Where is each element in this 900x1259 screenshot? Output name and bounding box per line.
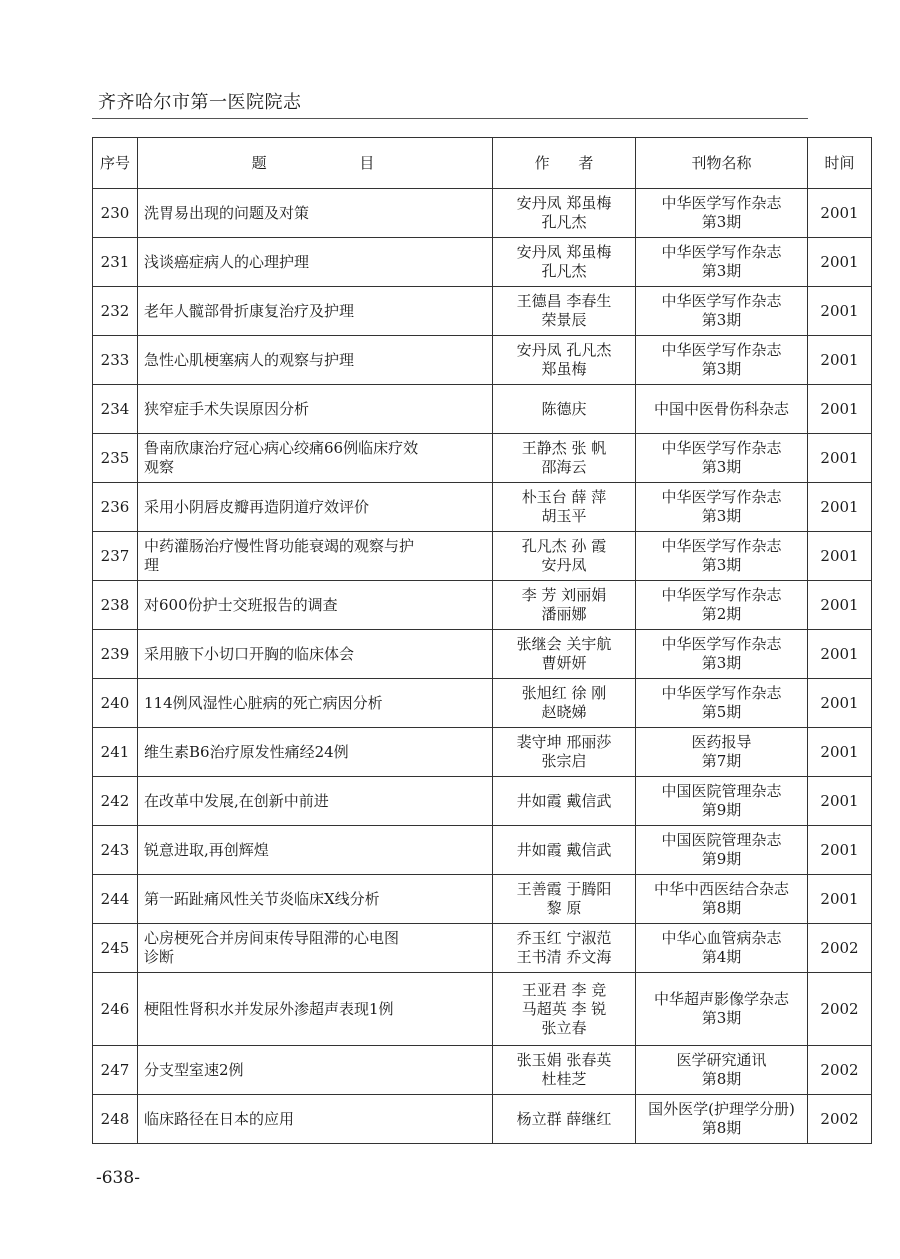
cell-title	[138, 336, 493, 385]
title-line: 第一跖趾痛风性关节炎临床X线分析	[144, 889, 380, 908]
cell-year: 2001	[808, 777, 872, 826]
title-line: 采用腋下小切口开胸的临床体会	[144, 644, 355, 663]
journal-line: 中国医院管理杂志	[661, 782, 782, 800]
author-line: 孔凡杰	[541, 213, 587, 231]
column-header-title: 题 目	[138, 138, 493, 189]
cell-authors	[493, 630, 636, 679]
title-line: 梗阻性肾积水并发尿外渗超声表现1例	[144, 999, 394, 1018]
cell-title	[138, 728, 493, 777]
journal-line: 第7期	[701, 752, 742, 770]
journal-line: 第4期	[701, 948, 742, 966]
cell-journal	[636, 336, 808, 385]
author-line: 郑虽梅	[541, 360, 587, 378]
journal-line: 中国中医骨伤科杂志	[653, 399, 789, 418]
author-line: 马超英 李 锐	[521, 999, 607, 1018]
column-header-authors: 作 者	[493, 138, 636, 189]
author-line: 赵晓娣	[541, 703, 587, 721]
cell-no: 235	[93, 434, 138, 483]
journal-line: 第3期	[701, 654, 742, 672]
table-row	[93, 336, 872, 385]
author-line: 王静杰 张 帆	[521, 439, 607, 457]
table-row	[93, 679, 872, 728]
cell-authors	[493, 483, 636, 532]
cell-title	[138, 826, 493, 875]
author-line: 王善霞 于腾阳	[516, 880, 612, 898]
cell-journal	[636, 924, 808, 973]
cell-no: 248	[93, 1095, 138, 1144]
title-line: 狭窄症手术失误原因分析	[144, 399, 310, 418]
page-number: -638-	[96, 1168, 140, 1188]
journal-line: 第8期	[701, 1070, 742, 1088]
cell-title	[138, 581, 493, 630]
title-line: 理	[144, 556, 160, 574]
cell-authors	[493, 679, 636, 728]
cell-no: 244	[93, 875, 138, 924]
cell-year: 2001	[808, 336, 872, 385]
cell-no: 246	[93, 973, 138, 1046]
cell-no: 238	[93, 581, 138, 630]
cell-year: 2001	[808, 189, 872, 238]
journal-line: 第3期	[701, 1009, 742, 1027]
title-line: 分支型室速2例	[144, 1060, 244, 1079]
journal-line: 第3期	[701, 311, 742, 329]
journal-line: 中华医学写作杂志	[661, 635, 782, 653]
journal-line: 第9期	[701, 850, 742, 868]
author-line: 王亚君 李 竞	[521, 980, 607, 999]
author-line: 张宗启	[541, 752, 587, 770]
cell-year: 2001	[808, 826, 872, 875]
journal-line: 第3期	[701, 556, 742, 574]
table-row	[93, 483, 872, 532]
cell-year: 2002	[808, 1095, 872, 1144]
journal-line: 医药报导	[691, 733, 752, 751]
cell-authors	[493, 973, 636, 1046]
cell-no: 232	[93, 287, 138, 336]
journal-line: 第3期	[701, 262, 742, 280]
cell-journal	[636, 434, 808, 483]
cell-year: 2001	[808, 532, 872, 581]
cell-authors	[493, 826, 636, 875]
table-row	[93, 532, 872, 581]
cell-authors	[493, 1095, 636, 1144]
journal-line: 国外医学(护理学分册)	[648, 1100, 795, 1118]
cell-no: 245	[93, 924, 138, 973]
cell-no: 243	[93, 826, 138, 875]
cell-year: 2002	[808, 924, 872, 973]
title-line: 114例风湿性心脏病的死亡病因分析	[144, 693, 383, 712]
journal-line: 第3期	[701, 507, 742, 525]
author-line: 安丹凤 孔凡杰	[516, 341, 612, 359]
cell-year: 2002	[808, 973, 872, 1046]
title-line: 中药灌肠治疗慢性肾功能衰竭的观察与护	[144, 537, 415, 555]
author-line: 张继会 关宇航	[516, 635, 612, 653]
table-body	[93, 189, 872, 1144]
author-line: 张旭红 徐 刚	[521, 684, 607, 702]
title-line: 临床路径在日本的应用	[144, 1109, 295, 1128]
cell-journal	[636, 728, 808, 777]
cell-year: 2001	[808, 483, 872, 532]
author-line: 孔凡杰	[541, 262, 587, 280]
journal-line: 第3期	[701, 458, 742, 476]
column-header-no: 序号	[93, 138, 138, 189]
cell-no: 242	[93, 777, 138, 826]
column-header-journal: 刊物名称	[636, 138, 808, 189]
cell-no: 239	[93, 630, 138, 679]
journal-line: 中华医学写作杂志	[661, 439, 782, 457]
title-line: 浅谈癌症病人的心理护理	[144, 252, 310, 271]
journal-line: 第3期	[701, 213, 742, 231]
cell-year: 2001	[808, 679, 872, 728]
author-line: 李 芳 刘丽娟	[521, 586, 607, 604]
book-header-title: 齐齐哈尔市第一医院院志	[98, 92, 302, 113]
table-row	[93, 189, 872, 238]
cell-year: 2001	[808, 287, 872, 336]
table-row	[93, 924, 872, 973]
journal-line: 中华医学写作杂志	[661, 243, 782, 261]
cell-no: 237	[93, 532, 138, 581]
title-line: 鲁南欣康治疗冠心病心绞痛66例临床疗效	[144, 439, 419, 457]
table-row	[93, 630, 872, 679]
table-header-row	[93, 138, 872, 189]
author-line: 安丹凤 郑虽梅	[516, 243, 612, 261]
cell-authors	[493, 875, 636, 924]
table-row	[93, 973, 872, 1046]
cell-journal	[636, 189, 808, 238]
journal-line: 第2期	[701, 605, 742, 623]
journal-line: 中华超声影像学杂志	[653, 990, 789, 1008]
cell-no: 230	[93, 189, 138, 238]
title-line: 维生素B6治疗原发性痛经24例	[144, 742, 349, 761]
cell-journal	[636, 679, 808, 728]
title-line: 对600份护士交班报告的调查	[144, 595, 338, 614]
author-line: 曹妍妍	[541, 654, 587, 672]
title-line: 采用小阴唇皮瓣再造阴道疗效评价	[144, 497, 370, 516]
column-header-year: 时间	[808, 138, 872, 189]
author-line: 裴守坤 邢丽莎	[516, 733, 612, 751]
cell-year: 2001	[808, 875, 872, 924]
cell-journal	[636, 777, 808, 826]
author-line: 陈德庆	[541, 399, 587, 418]
journal-line: 第8期	[701, 1119, 742, 1137]
journal-line: 医学研究通讯	[676, 1051, 767, 1069]
author-line: 王德昌 李春生	[516, 292, 612, 310]
journal-line: 中华医学写作杂志	[661, 488, 782, 506]
cell-authors	[493, 777, 636, 826]
cell-journal	[636, 630, 808, 679]
journal-line: 中华医学写作杂志	[661, 586, 782, 604]
journal-line: 第5期	[701, 703, 742, 721]
journal-line: 中华医学写作杂志	[661, 684, 782, 702]
author-line: 潘丽娜	[541, 605, 587, 623]
cell-title	[138, 679, 493, 728]
table-row	[93, 777, 872, 826]
cell-authors	[493, 189, 636, 238]
journal-line: 第9期	[701, 801, 742, 819]
author-line: 杨立群 薛继红	[516, 1109, 612, 1128]
author-line: 井如霞 戴信武	[516, 791, 612, 810]
table-row	[93, 1046, 872, 1095]
cell-title	[138, 777, 493, 826]
journal-line: 中华医学写作杂志	[661, 292, 782, 310]
cell-year: 2001	[808, 238, 872, 287]
cell-authors	[493, 385, 636, 434]
table-row	[93, 238, 872, 287]
cell-no: 233	[93, 336, 138, 385]
table-row	[93, 875, 872, 924]
cell-no: 247	[93, 1046, 138, 1095]
cell-no: 240	[93, 679, 138, 728]
cell-title	[138, 287, 493, 336]
cell-no: 241	[93, 728, 138, 777]
cell-no: 234	[93, 385, 138, 434]
cell-year: 2002	[808, 1046, 872, 1095]
cell-authors	[493, 728, 636, 777]
table-row	[93, 826, 872, 875]
journal-line: 第8期	[701, 899, 742, 917]
title-line: 心房梗死合并房间束传导阻滞的心电图	[144, 929, 400, 947]
table-row	[93, 1095, 872, 1144]
cell-authors	[493, 581, 636, 630]
cell-journal	[636, 483, 808, 532]
cell-authors	[493, 287, 636, 336]
cell-journal	[636, 287, 808, 336]
table-row	[93, 581, 872, 630]
author-line: 安丹凤	[541, 556, 587, 574]
cell-no: 236	[93, 483, 138, 532]
title-line: 在改革中发展,在创新中前进	[144, 791, 329, 810]
journal-line: 第3期	[701, 360, 742, 378]
cell-year: 2001	[808, 385, 872, 434]
cell-title	[138, 1046, 493, 1095]
author-line: 胡玉平	[541, 507, 587, 525]
cell-journal	[636, 1095, 808, 1144]
cell-title	[138, 385, 493, 434]
cell-journal	[636, 238, 808, 287]
author-line: 井如霞 戴信武	[516, 840, 612, 859]
cell-authors	[493, 434, 636, 483]
author-line: 邵海云	[541, 458, 587, 476]
cell-title	[138, 434, 493, 483]
cell-title	[138, 238, 493, 287]
cell-title	[138, 875, 493, 924]
cell-title	[138, 630, 493, 679]
author-line: 乔玉红 宁淑范	[516, 929, 612, 947]
cell-authors	[493, 336, 636, 385]
author-line: 张玉娟 张春英	[516, 1051, 612, 1069]
journal-line: 中华医学写作杂志	[661, 341, 782, 359]
author-line: 黎 原	[546, 899, 582, 917]
author-line: 孔凡杰 孙 霞	[521, 537, 607, 555]
journal-line: 中华中西医结合杂志	[653, 880, 789, 898]
cell-year: 2001	[808, 728, 872, 777]
cell-year: 2001	[808, 581, 872, 630]
cell-journal	[636, 532, 808, 581]
cell-journal	[636, 875, 808, 924]
journal-line: 中国医院管理杂志	[661, 831, 782, 849]
journal-line: 中华医学写作杂志	[661, 537, 782, 555]
cell-title	[138, 189, 493, 238]
cell-authors	[493, 238, 636, 287]
cell-journal	[636, 385, 808, 434]
publication-table	[92, 137, 872, 1144]
cell-title	[138, 532, 493, 581]
cell-journal	[636, 973, 808, 1046]
title-line: 急性心肌梗塞病人的观察与护理	[144, 350, 355, 369]
table-row	[93, 287, 872, 336]
title-line: 洗胃易出现的问题及对策	[144, 203, 310, 222]
author-line: 杜桂芝	[541, 1070, 587, 1088]
author-line: 张立春	[541, 1018, 587, 1037]
table-row	[93, 728, 872, 777]
cell-title	[138, 924, 493, 973]
cell-year: 2001	[808, 434, 872, 483]
table-row	[93, 385, 872, 434]
cell-journal	[636, 1046, 808, 1095]
cell-authors	[493, 924, 636, 973]
journal-line: 中华心血管病杂志	[661, 929, 782, 947]
author-line: 王书清 乔文海	[516, 948, 612, 966]
author-line: 荣景辰	[541, 311, 587, 329]
cell-title	[138, 973, 493, 1046]
journal-line: 中华医学写作杂志	[661, 194, 782, 212]
cell-journal	[636, 826, 808, 875]
cell-no: 231	[93, 238, 138, 287]
cell-title	[138, 483, 493, 532]
title-line: 锐意进取,再创辉煌	[144, 840, 269, 859]
author-line: 安丹凤 郑虽梅	[516, 194, 612, 212]
cell-year: 2001	[808, 630, 872, 679]
header-rule	[92, 118, 808, 119]
cell-title	[138, 1095, 493, 1144]
title-line: 老年人髋部骨折康复治疗及护理	[144, 301, 355, 320]
cell-journal	[636, 581, 808, 630]
cell-authors	[493, 1046, 636, 1095]
title-line: 观察	[144, 458, 175, 476]
cell-authors	[493, 532, 636, 581]
author-line: 朴玉台 薛 萍	[521, 488, 607, 506]
table-row	[93, 434, 872, 483]
title-line: 诊断	[144, 948, 175, 966]
